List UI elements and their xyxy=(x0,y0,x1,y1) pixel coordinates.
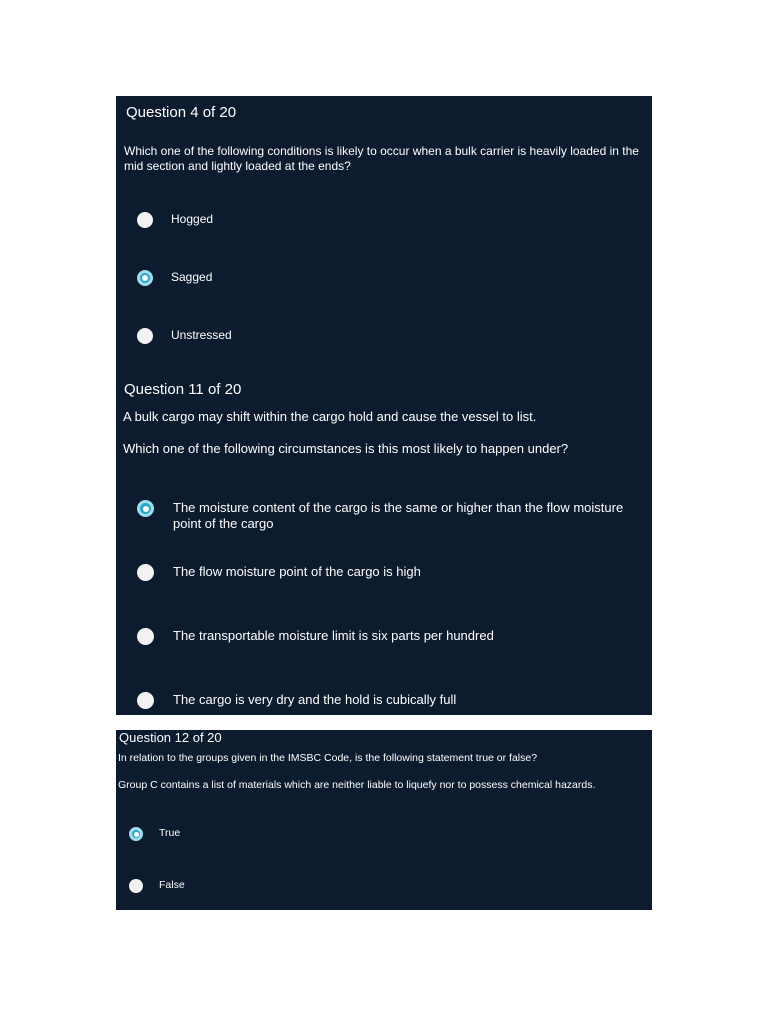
question-text-line2: Which one of the following circumstances is this most likely to happen under? xyxy=(123,441,569,456)
radio-sagged[interactable] xyxy=(137,270,153,286)
radio-true[interactable] xyxy=(129,827,143,841)
radio-cargo-very-dry[interactable] xyxy=(137,692,154,709)
radio-false[interactable] xyxy=(129,879,143,893)
radio-flow-moisture-point[interactable] xyxy=(137,564,154,581)
option-label-sagged[interactable]: Sagged xyxy=(171,270,213,284)
option-label-cargo-very-dry[interactable]: The cargo is very dry and the hold is cubically full xyxy=(173,692,457,707)
option-label-hogged[interactable]: Hogged xyxy=(171,212,214,226)
question-12-panel xyxy=(116,730,652,910)
question-text-line1: A bulk cargo may shift within the cargo hold and cause the vessel to list. xyxy=(123,409,537,424)
option-label-transportable-moisture-limit[interactable]: The transportable moisture limit is six parts per hundred xyxy=(173,628,494,643)
option-label-moisture-content[interactable]: The moisture content of the cargo is the same or higher than the flow moisture point of the cargo xyxy=(173,500,624,531)
question-text-line2: Group C contains a list of materials which are neither liable to liquefy nor to possess chemical hazards. xyxy=(118,779,596,791)
option-label-flow-moisture-point[interactable]: The flow moisture point of the cargo is high xyxy=(173,564,421,579)
radio-hogged[interactable] xyxy=(137,212,153,228)
question-11-panel xyxy=(116,374,652,715)
radio-moisture-content[interactable] xyxy=(137,500,154,517)
option-label-unstressed[interactable]: Unstressed xyxy=(171,328,232,342)
option-label-true[interactable]: True xyxy=(159,827,181,839)
question-4-panel xyxy=(116,96,652,374)
question-text: Which one of the following conditions is likely to occur when a bulk carrier is heavily loaded in the mid section and lightly loaded at the ends? xyxy=(124,144,639,173)
question-title: Question 4 of 20 xyxy=(126,104,237,121)
option-label-false[interactable]: False xyxy=(159,879,185,891)
radio-unstressed[interactable] xyxy=(137,328,153,344)
question-text-line1: In relation to the groups given in the IMSBC Code, is the following statement true or false? xyxy=(118,752,538,764)
question-title: Question 11 of 20 xyxy=(124,381,242,398)
radio-transportable-moisture-limit[interactable] xyxy=(137,628,154,645)
question-title: Question 12 of 20 xyxy=(119,730,222,745)
